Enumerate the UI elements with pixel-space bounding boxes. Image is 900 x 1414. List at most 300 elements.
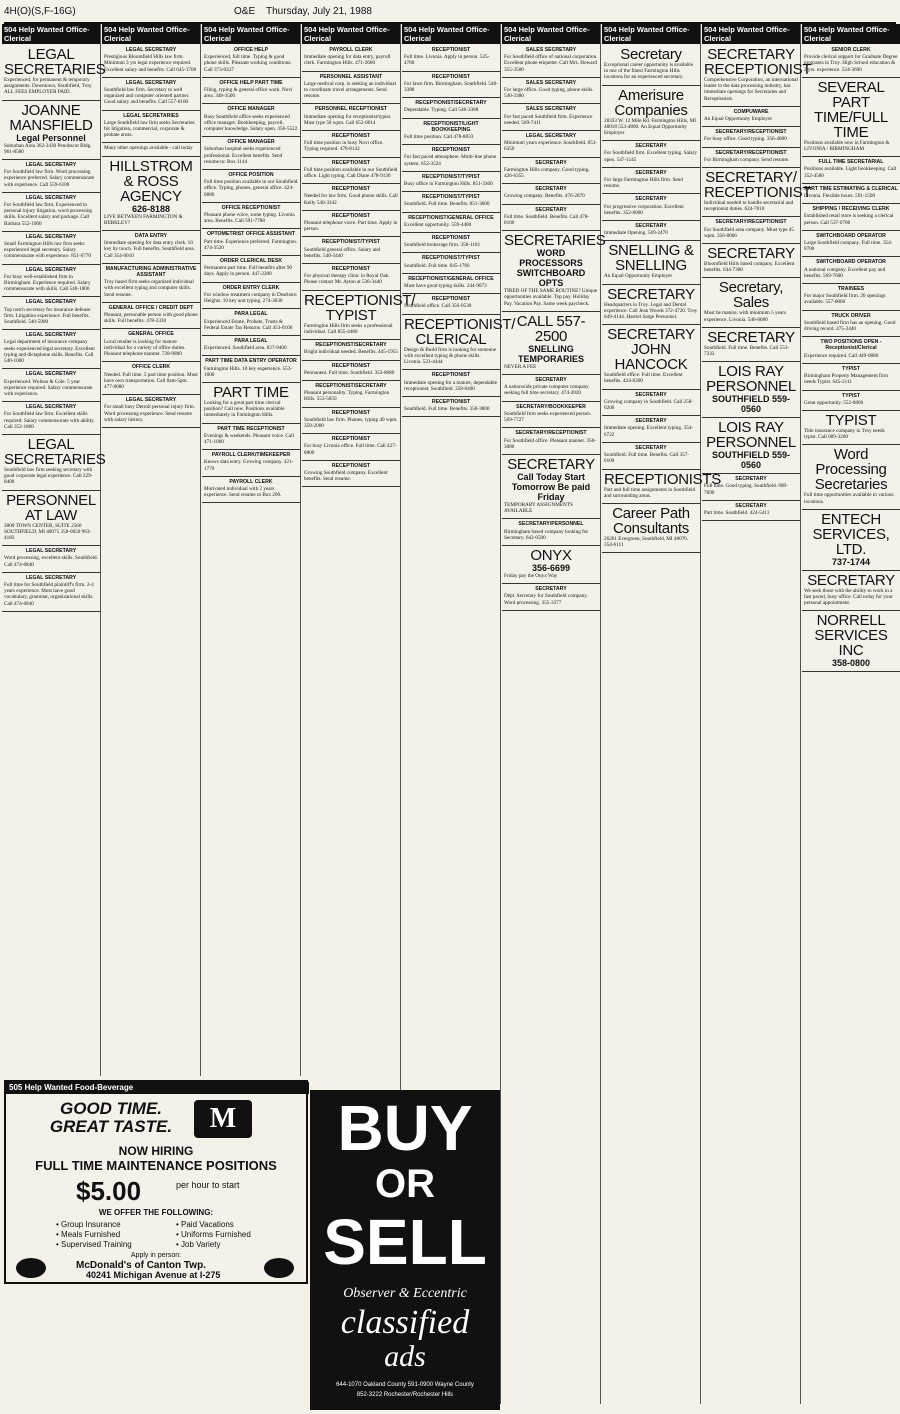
- ad-body: Full time. Good typing. Southfield. 689-7690: [704, 483, 788, 496]
- ad-body: Experienced. Wolson & Cole. 5 year experience required. Salary commensurate with experience.: [4, 378, 93, 397]
- ad-body: For large office. Good typing, phone skills. 540-3380: [504, 87, 594, 100]
- classified-ad: [602, 504, 700, 553]
- classified-ad: [402, 98, 500, 118]
- classified-ad: [802, 231, 900, 258]
- classified-ad: [802, 284, 900, 311]
- ad-title: RECEPTIONIST/TYPIST: [322, 239, 380, 246]
- ad-title: RECEPTIONIST: [331, 462, 371, 469]
- ad-title: SECRETARY: [735, 502, 767, 509]
- classified-ad: [702, 418, 800, 474]
- ad-body: Growing company in Southfield. Call 258-6200: [604, 398, 694, 412]
- classified-ad: [502, 519, 600, 546]
- ad-body: Farmington Hills. 10 key experience. 553-1600: [204, 365, 293, 378]
- ad-body: Local retailer is looking for mature individual for a variety of office duties. Pleasant telephone manner. 728-9800: [104, 338, 186, 358]
- classified-ad: [202, 283, 300, 310]
- classified-ad: [202, 137, 300, 170]
- ad-title: SECRETARY/PERSONNEL: [518, 521, 584, 528]
- offer-heading: WE OFFER THE FOLLOWING:: [98, 1208, 214, 1217]
- ad-body: Immediate opening for data entry, payroll clerk. Farmington Hills. 471-2600: [304, 54, 391, 67]
- classified-ad: [202, 45, 300, 78]
- ad-body: 28333 W. 12 Mile Rd. Farmington Hills, MI 48018 553-4800. An Equal Opportunity Employer: [604, 117, 696, 137]
- ad-title: SECRETARY: [735, 476, 767, 483]
- ad-body: Immediate opening for data entry clerk. 10 key by touch. Full benefits. Southfield area. Call 354-0010: [104, 240, 195, 259]
- classified-ad: [302, 291, 416, 340]
- store-address: 40241 Michigan Avenue at I-275: [86, 1270, 221, 1280]
- ad-title: SECRETARY: [635, 196, 667, 203]
- mcdonalds-ad: [4, 1080, 308, 1284]
- ad-body: For fast paced Southfield firm. Experience needed. 569-7411: [504, 113, 593, 126]
- ad-body: Southfield brokerage firm. 358-1181: [404, 242, 481, 249]
- ad-body: For busy office. Good typing. 356-4000: [704, 136, 787, 143]
- ad-title: SALES SECRETARY: [525, 79, 577, 86]
- ad-title: LEGAL SECRETARY: [25, 299, 77, 306]
- classified-ad: [402, 294, 500, 314]
- ad-subheading: SNELLING TEMPORARIES: [517, 343, 584, 364]
- ad-title: TWO POSITIONS OPEN - Receptionist/Clerical: [820, 339, 882, 352]
- ad-title: RECEPTIONIST/GENERAL OFFICE: [408, 214, 494, 221]
- ad-title: LEGAL SECRETARY: [25, 233, 77, 240]
- classified-ad: [702, 168, 812, 217]
- ad-title: PART TIME DATA ENTRY OPERATOR: [205, 358, 297, 365]
- ad-subheading: SOUTHFIELD 559-0560: [711, 394, 790, 415]
- ad-display-heading: ENTECH SERVICES, LTD.: [812, 510, 890, 558]
- classified-ad: [502, 131, 600, 158]
- ad-body: A national company. Excellent pay and benefits. 569-7600: [804, 266, 886, 279]
- classified-ad: [702, 148, 800, 168]
- classified-ad: [702, 107, 800, 127]
- column-heading: 504 Help Wanted Office-Clerical: [202, 24, 300, 44]
- ad-body: Part time. Southfield. 424-5411: [704, 510, 770, 517]
- benefit-item: • Meals Furnished: [56, 1230, 121, 1239]
- classified-ad: [102, 143, 200, 156]
- or-text: OR: [375, 1162, 435, 1206]
- classified-ad: [502, 205, 600, 232]
- ad-body: Southfield office. Full time. Excellent benefits. 424-8300: [604, 372, 683, 385]
- ad-display-heading: Amerisure Companies: [614, 86, 688, 119]
- ad-subheading: Legal Personnel: [16, 132, 86, 143]
- ad-title: OFFICE HELP PART TIME: [219, 79, 283, 86]
- ad-title: LEGAL SECRETARY: [25, 548, 77, 555]
- ad-title: LEGAL SECRETARY: [25, 332, 77, 339]
- classified-column: [702, 24, 812, 1404]
- ad-body: Full time. Southfield. Benefits. Call 478-8100: [504, 213, 590, 227]
- classified-ad: [602, 45, 700, 86]
- ad-body: Full time position. Call 478-8833: [404, 134, 474, 141]
- ad-body: For Birmingham company. Send resume.: [704, 156, 790, 163]
- ad-body: Filing, typing & general office work. Novi area. 348-3500: [204, 87, 293, 100]
- maintenance-positions: FULL TIME MAINTENANCE POSITIONS: [35, 1158, 277, 1173]
- classified-ad: [2, 160, 100, 193]
- ad-body: Immediate opening. Excellent typing. 354-6722: [604, 425, 694, 438]
- ad-title: TYPIST: [841, 392, 861, 399]
- classified-ad: [202, 477, 300, 504]
- column-heading: 504 Help Wanted Office-Clerical: [302, 24, 400, 44]
- classified-ad: [2, 297, 100, 330]
- classified-ad: [402, 119, 500, 146]
- ad-display-heading: NORRELL SERVICES INC: [814, 612, 888, 660]
- ad-title: SECRETARY/RECEPTIONIST: [515, 430, 587, 437]
- ad-title: SECRETARY: [635, 223, 667, 230]
- ad-body: Growing Southfield company. Excellent benefits. Send resume.: [304, 469, 388, 483]
- classified-ad: [2, 402, 100, 435]
- ad-body: Full time. Livonia. Apply in person. 525-4760: [404, 54, 490, 67]
- classified-ad: [502, 184, 600, 204]
- mcd-headline: GOOD TIME. GREAT TASTE.: [49, 1099, 173, 1136]
- classified-column: [602, 24, 721, 1404]
- ad-title: FULL TIME SECRETARIAL: [818, 159, 884, 166]
- classified-ad: [402, 253, 500, 273]
- ad-display-heading: TYPIST: [825, 411, 877, 429]
- classified-ad: [202, 356, 300, 383]
- ad-body: Must have good typing skills. 244-9073: [404, 283, 487, 290]
- ad-body: For Southfield law firm. Experienced in personal injury litigation, word processing skills. Excellent salary and package. Call Barbara 552-1000: [4, 202, 93, 227]
- classified-ad: [402, 233, 500, 253]
- classified-ad: [602, 470, 721, 504]
- ad-body: LIVE BETWEEN FARMINGTON & BERKLEY?: [104, 213, 183, 226]
- classified-text: classified: [340, 1304, 470, 1341]
- classified-ad: [202, 424, 300, 451]
- ad-body: Positions available. Light bookkeeping. Call 352-4580: [804, 166, 897, 179]
- publication-date: Thursday, July 21, 1988: [266, 6, 372, 17]
- classified-ad: [802, 445, 900, 509]
- classified-ad: [502, 584, 600, 611]
- ad-body: Immediate opening for a mature, dependable receptionist. Southfield. 358-8400: [404, 379, 498, 392]
- classified-ad: [202, 170, 300, 203]
- ad-body: For Southfield firm. Excellent typing. Salary open. 547-1145: [604, 150, 697, 163]
- classified-ad: [402, 315, 516, 371]
- classified-ad: [302, 104, 400, 131]
- classified-ad: [202, 450, 300, 477]
- food-beverage-section-head: 505 Help Wanted Food-Beverage: [6, 1082, 309, 1094]
- ad-body: For progressive corporation. Excellent benefits. 352-8000: [604, 203, 684, 216]
- column-heading: 504 Help Wanted Office-Clerical: [802, 24, 900, 44]
- apply-line: Apply in person:: [130, 1252, 182, 1259]
- ad-display-heading: SEVERAL PART TIME/FULL TIME: [814, 78, 888, 141]
- classified-ad: [2, 369, 100, 402]
- classified-ad: [102, 395, 200, 428]
- classified-ad: [302, 237, 400, 264]
- classified-ad: [2, 491, 100, 547]
- ad-body: Southfield law firm. Secretary to well organized and computer oriented partner. Good salary and benefits. Call 557-0100: [104, 87, 190, 106]
- ad-body: Experience required. Call 449-0880: [804, 352, 879, 359]
- ad-body: Experienced. Southfield area. 827-9400: [204, 345, 287, 352]
- ad-display-heading: SECRETARIES: [504, 232, 606, 250]
- classified-ad: [202, 383, 300, 424]
- ad-title: OPTOMETRIST OFFICE ASSISTANT: [206, 231, 296, 238]
- ad-display-heading: LEGAL SECRETARIES: [4, 435, 106, 468]
- ad-title: LEGAL SECRETARY: [25, 574, 77, 581]
- ad-title: PARA LEGAL: [234, 337, 268, 344]
- classified-ad: [2, 546, 100, 573]
- classified-ad: [502, 158, 600, 185]
- ad-title: SENIOR CLERK: [831, 47, 871, 53]
- ad-title: LEGAL SECRETARY: [125, 79, 177, 86]
- ad-display-heading: SECRETARY: [807, 571, 895, 589]
- classified-ad: [402, 72, 500, 99]
- ad-title: MANUFACTURING ADMINISTRATIVE ASSISTANT: [105, 265, 197, 279]
- ad-subheading: 626-8188: [131, 203, 171, 214]
- ad-body: Permanent. Full time. Southfield. 353-8080: [304, 369, 395, 376]
- classified-ad: [702, 328, 800, 362]
- ad-display-heading: HILLSTROM & ROSS AGENCY: [109, 157, 193, 205]
- ad-body: For major Southfield firm. 20 openings available. 557-0060: [804, 293, 886, 306]
- classified-ad: [602, 443, 700, 470]
- ad-body: Top notch secretary for insurance defense firm. Litigation experience. Full benefits. Southfield. 540-5900: [4, 306, 91, 326]
- ad-body: Must be mature, with minimum 5 years experience. Livonia. 546-8080: [704, 310, 786, 323]
- ad-body: Southfield firm seeks experienced person. 569-7727: [504, 410, 592, 424]
- classified-ad: [702, 217, 800, 244]
- classified-ad: [702, 127, 800, 147]
- ad-body: Southfield law firm. Phones, typing 40 wpm. 350-2000: [304, 416, 398, 429]
- classified-ad: [802, 45, 900, 78]
- ad-display-heading: SECRETARY JOHN HANCOCK: [607, 326, 695, 374]
- ad-display-heading: SECRETARY: [707, 245, 795, 263]
- classified-ad: [402, 145, 500, 172]
- classified-ad: [702, 474, 800, 501]
- ad-display-heading: ONYX: [530, 546, 572, 564]
- classified-ad: [202, 336, 300, 356]
- classified-ad: [502, 375, 600, 402]
- classified-ad: [402, 45, 500, 72]
- ad-title: RECEPTIONIST: [431, 372, 471, 379]
- now-hiring: NOW HIRING: [118, 1144, 194, 1158]
- page-header: [4, 4, 896, 24]
- ad-title: SECRETARY/BOOKKEEPER: [516, 403, 586, 410]
- classified-ad: [602, 390, 700, 417]
- classified-ad: [2, 435, 106, 491]
- classified-ad: [802, 184, 900, 204]
- classified-ad: [2, 101, 100, 160]
- ad-display-heading: RECEPTIONIST/ TYPIST: [304, 291, 416, 324]
- classified-ad: [202, 229, 300, 256]
- ad-title: RECEPTIONIST/TYPIST: [422, 173, 480, 180]
- ad-title: SECRETARY: [535, 186, 567, 193]
- ad-body: For Southfield law firm. Excellent skills required. Salary commensurate with ability. Call 352-1800: [4, 411, 95, 430]
- mcd-logo-small-left: [16, 1258, 46, 1278]
- classified-ad: [302, 434, 400, 461]
- ad-body: Part time. Experience preferred. Farmington. 474-3520: [204, 238, 298, 251]
- classified-ad: [102, 45, 200, 78]
- column-heading: 504 Help Wanted Office-Clerical: [102, 24, 200, 44]
- ad-body: An Equal Opportunity Employer: [704, 116, 773, 123]
- classified-ad: [402, 192, 500, 212]
- ad-title: GENERAL OFFICE / CREDIT DEPT: [108, 304, 194, 311]
- ad-title: SWITCHBOARD OPERATOR: [816, 259, 886, 266]
- ad-subheading: 358-0800: [831, 658, 871, 669]
- ad-title: LEGAL SECRETARY: [525, 133, 577, 140]
- ad-title: RECEPTIONIST/GENERAL OFFICE: [408, 275, 494, 282]
- ad-body: Provide clerical support for Graduate Degree programs in Troy. High School education & 2 yrs. experience. 524-3600: [804, 54, 898, 73]
- classified-ad: [302, 158, 400, 185]
- ad-display-heading: Career Path Consultants: [612, 504, 690, 537]
- ad-body: For Southfield office of national corporation. Excellent phone etiquette. Call Mrs. Howard 355-3500: [504, 54, 598, 73]
- ad-display-heading: Secretary: [620, 46, 682, 63]
- ad-display-heading: RECEPTIONIST/ CLERICAL: [404, 315, 516, 348]
- ad-body: A nationwide private computer company seeking full time secretary. 474-2020: [504, 384, 589, 397]
- ad-title: RECEPTIONIST/TYPIST: [422, 194, 480, 201]
- ad-title: SECRETARY: [635, 169, 667, 176]
- ad-body: Design & Build firm is looking for someone with excellent typing & phone skills. Livonia. 523-4444: [404, 346, 497, 366]
- ad-display-heading: RECEPTIONISTS: [604, 470, 721, 488]
- classified-ad: [102, 231, 200, 264]
- classified-ad: [202, 309, 300, 336]
- classified-ad: [602, 416, 700, 443]
- ad-title: RECEPTIONIST: [331, 362, 371, 369]
- ad-body: Established retail store is seeking a clerical person. Call 537-0700: [804, 213, 894, 226]
- ad-body: For lawn firm. Birmingham. Southfield. 540-3388: [404, 80, 498, 94]
- ad-body: Evenings & weekends. Pleasant voice. Call 471-1800: [204, 432, 295, 445]
- ad-display-heading: PART TIME: [213, 383, 289, 401]
- ad-title: RECEPTIONIST: [431, 296, 471, 303]
- ad-body: Bright individual needed. Benefits. 445-1955: [304, 349, 398, 356]
- ad-subheading: 356-6699: [531, 562, 571, 573]
- classified-ad: [202, 203, 300, 230]
- classified-ad: [302, 211, 400, 238]
- ad-body: Growing company. Benefits. 476-2870: [504, 193, 585, 200]
- ad-title: LEGAL SECRETARY: [25, 266, 77, 273]
- ad-body: Large Southfield law firm seeks Secretaries for litigation, commercial, corporate & probate areas.: [104, 119, 195, 139]
- ad-title: COMPUWARE: [733, 108, 769, 115]
- ad-body: Permanent part time. Full benefits after 90 days. Apply in person. 447-2200: [204, 265, 293, 278]
- ad-body: Southfield law firm seeking secretary with good corporate legal experience. Call 229-8400: [4, 466, 93, 486]
- classified-ad: [802, 611, 900, 672]
- ad-title: RECEPTIONIST: [331, 133, 371, 140]
- ad-body: Pleasant, personable person with good phone skills. Full benefits. 478-2330: [104, 312, 198, 325]
- ad-title: RECEPTIONIST: [431, 47, 471, 53]
- classified-ad: [2, 232, 100, 265]
- ad-display-heading: LEGAL SECRETARIES: [4, 46, 106, 78]
- classified-ad: [302, 184, 400, 211]
- ad-body: For window treatment company in Dearborn Heights. 10 key and typing. 274-3830: [204, 291, 297, 305]
- ad-title: RECEPTIONIST: [331, 266, 371, 273]
- ad-display-heading: PERSONNEL AT LAW: [6, 491, 96, 524]
- classified-ad: [702, 501, 800, 521]
- ad-title: RECEPTIONIST: [331, 212, 371, 219]
- ad-body: Immediate opening for receptionist/typist. Must type 50 wpm. Call 652-0014: [304, 113, 392, 126]
- ad-title: RECEPTIONIST: [331, 159, 371, 166]
- ad-body: TEMPORARY ASSIGNMENTS AVAILABLE: [504, 501, 573, 515]
- ad-title: ORDER CLERICAL DESK: [219, 258, 283, 265]
- classified-column: [202, 24, 301, 1076]
- ad-body: Needed for law firm. Good phone skills. Call Kelly 540-3342: [304, 193, 398, 206]
- ad-body: For Southfield area company. Must type 45 wpm. 356-8066: [704, 226, 794, 239]
- classified-ad: [502, 104, 600, 131]
- ad-title: PERSONNEL ASSISTANT: [319, 73, 383, 80]
- ad-title: RECEPTIONIST: [331, 409, 371, 416]
- ad-title: LEGAL SECRETARIES: [123, 112, 179, 119]
- classified-ad: [602, 168, 700, 195]
- ad-subheading: 737-1744: [831, 556, 871, 567]
- ad-title: RECEPTIONIST/LIGHT BOOKKEEPING: [423, 120, 479, 133]
- classified-ad: [102, 303, 200, 330]
- ad-body: We seek those with the ability to work in a fast paced, busy office. Call today for your personal appointment.: [804, 587, 893, 607]
- ad-title: SALES SECRETARY: [525, 106, 577, 113]
- ad-body: Suburban Area 362-3430 Penobscot Bldg. 961-8580: [4, 142, 92, 155]
- ads-text: ads: [384, 1340, 426, 1373]
- classified-ad: [802, 311, 900, 338]
- classified-ad: [602, 241, 700, 284]
- ad-title: SECRETARY/RECEPTIONIST: [715, 149, 787, 156]
- ad-title: RECEPTIONIST/SECRETARY: [415, 100, 487, 107]
- ad-body: For fast paced atmosphere. Multi-line phone system. 652-3524: [404, 154, 497, 167]
- classified-ad: [802, 571, 900, 612]
- ad-body: Word processing, excellent skills. Southfield. Call 474-6840: [4, 555, 98, 568]
- ad-title: DATA ENTRY: [134, 233, 168, 240]
- ad-title: SHIPPING / RECEIVING CLERK: [812, 206, 890, 213]
- ad-title: SECRETARY: [535, 377, 567, 384]
- ad-body: An Equal Opportunity Employer: [604, 273, 673, 280]
- classified-ad: [502, 78, 600, 105]
- benefit-item: • Job Variety: [176, 1240, 221, 1249]
- classified-ad: [402, 274, 500, 294]
- classified-column: [102, 24, 201, 1076]
- classified-ad: [302, 381, 400, 408]
- ad-title: TRAINEES: [837, 286, 865, 293]
- ad-body: Small Farmington Hills law firm seeks experienced legal secretary. Salary commensurate with experience. 851-6770: [4, 241, 92, 260]
- ad-body: Southfield. Full time. Benefits. 350-3800: [404, 406, 490, 413]
- ad-body: Title insurance company in Troy needs typist. Call 689-3200: [804, 427, 885, 441]
- ad-body: Bloomfield Hills based company. Excellent benefits. 644-7300: [704, 261, 795, 274]
- classified-ad: [102, 111, 200, 144]
- sell-text: SELL: [323, 1206, 487, 1278]
- store-name: McDonald's of Canton Twp.: [76, 1260, 206, 1271]
- ad-body: Comprehensive Corporation, an international leader in the data processing industry, has immediate openings for Secretaries and Receptionists.: [704, 77, 798, 102]
- ad-title: OFFICE POSITION: [228, 172, 274, 179]
- classified-ad: [302, 340, 400, 360]
- ad-title: PART TIME RECEPTIONIST: [217, 425, 285, 432]
- column-heading: 504 Help Wanted Office-Clerical: [2, 24, 100, 44]
- classified-ad: [402, 370, 500, 397]
- publication-name: O&E: [234, 6, 256, 17]
- classified-ad: [602, 285, 700, 326]
- ad-display-heading: SECRETARY: [607, 285, 695, 303]
- ad-title: LEGAL SECRETARY: [25, 404, 77, 411]
- ad-subheading: SOUTHFIELD 559-0560: [711, 450, 790, 471]
- ad-body: Full time for Southfield plaintiff's firm. 2-4 years experience. Must have good vocabulary, grammar, organizational skills. Call 474-6840: [4, 581, 94, 607]
- ad-title: RECEPTIONIST: [431, 73, 471, 80]
- ad-title: RECEPTIONIST/TYPIST: [422, 255, 480, 262]
- classified-ad: [802, 257, 900, 284]
- benefits-left: [56, 1220, 132, 1250]
- ad-body: TIRED OF THE SAME ROUTINE? Unique opportunities available. Top pay. Holiday Pay. Vacation Pay. Same week paycheck.: [504, 288, 598, 307]
- classified-ad: [502, 402, 600, 429]
- publisher-name: Observer & Eccentric: [343, 1286, 467, 1301]
- classified-ad: [502, 45, 600, 78]
- hourly-pay: $5.00: [76, 1176, 142, 1206]
- classified-ad: [602, 141, 700, 168]
- classified-ad: [502, 231, 606, 312]
- column-heading: 504 Help Wanted Office-Clerical: [702, 24, 800, 44]
- ad-body: Experienced Estate, Probate, Trusts & Federal Estate Tax Returns. Call 453-0100: [204, 318, 293, 331]
- ad-body: Troy based firm seeks organized individual with excellent typing and computer skills. Send resume.: [104, 279, 194, 298]
- classified-column: [2, 24, 106, 1076]
- ad-body: Knows data entry. Growing company. 421-1770: [204, 459, 294, 472]
- classified-ad: [302, 408, 400, 435]
- ad-body: Motivated individual with 2 years experience. Send resume to Box 200.: [204, 485, 282, 499]
- classified-ad: [802, 204, 900, 231]
- ad-display-heading: Word Processing Secretaries: [814, 446, 888, 494]
- ad-body: Minimum years experience. Southfield. 853-6350: [504, 140, 598, 153]
- ad-body: Suburban hospital seeks experienced professional. Excellent benefits. Send resume to: Box 1144: [204, 146, 283, 165]
- ad-body: 3000 TOWN CENTER, SUITE 2560 SOUTHFIELD, MI 48075 358-0050 963-4183: [4, 522, 92, 541]
- ad-body: For physical therapy clinic in Royal Oak. Please contact Mr. Ayton at 536-3440: [304, 273, 390, 286]
- ad-display-heading: SECRETARY: [707, 328, 795, 346]
- classified-ad: [502, 428, 600, 455]
- classified-ad: [702, 362, 800, 418]
- ad-body: Many other openings available - call today: [104, 145, 193, 152]
- ad-title: OFFICE RECEPTIONIST: [221, 204, 281, 211]
- classified-ad: [402, 397, 500, 417]
